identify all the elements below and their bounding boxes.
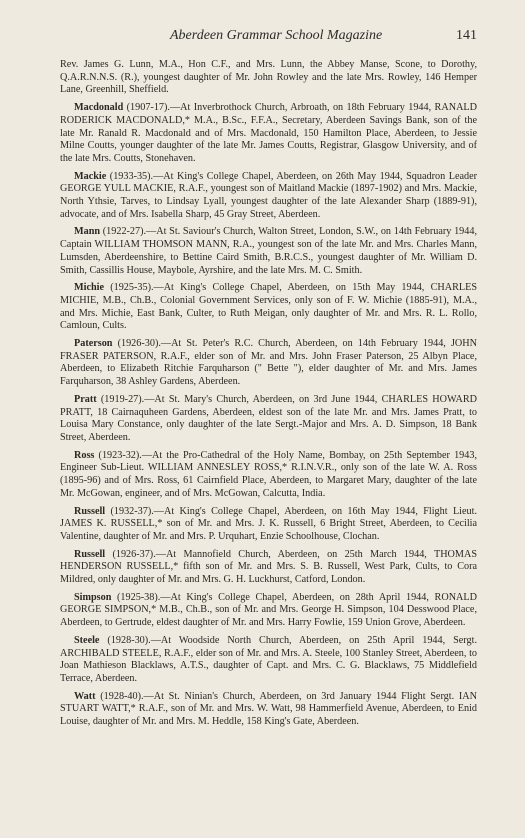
entry-surname: Ross bbox=[74, 449, 95, 461]
entry-text: (1922-27).—At St. Saviour's Church, Walton Street, London, S.W., on 14th February 1944, Captain WILLIAM THOMSON MANN, R.A., youngest son of the late Mr. and Mrs. Charles Mann, Lumsden, Aberdeenshire, to Bettine Caird Smith, B.R.C.S., youngest daughter of Mr. William D. Smith, Cassillis House, Maybole, Ayrshire, and the late Mrs. M. C. Smith. bbox=[60, 226, 477, 276]
entry-text: (1928-40).—At St. Ninian's Church, Aberdeen, on 3rd January 1944 Flight Sergt. IAN STUART WATT,* R.A.F., son of Mr. and Mrs. W. Watt, 98 Hammerfield Avenue, Aberdeen, to Enid Louise, daughter of Mr. and Mrs. M. Heddle, 158 King's Gate, Aberdeen. bbox=[60, 690, 477, 728]
entry-text: (1919-27).—At St. Mary's Church, Aberdeen, on 3rd June 1944, CHARLES HOWARD PRATT, 18 Cairnaquheen Gardens, Aberdeen, eldest son of the late Mr. and Mrs. James Pratt, to Louisa Mary Constance, only daughter of the late Sergt.-Major and Mrs. A. D. Simpson, 18 Bank Street, Aberdeen. bbox=[60, 393, 477, 443]
entry-text: (1923-32).—At the Pro-Cathedral of the Holy Name, Bombay, on 25th September 1943, Engineer Sub-Lieut. WILLIAM ANNESLEY ROSS,* R.I.N.V.R., only son of the late W. A. Ross (1895-96) and of Mrs. Ross, 61 Cairnfield Place, Aberdeen, to Margaret Mary, daughter of the late Mr. McGowan, engineer, and of Mrs. McGowan, Calcutta, India. bbox=[60, 449, 477, 499]
notice-entry bbox=[60, 226, 477, 277]
marriage-notices bbox=[60, 59, 477, 729]
entry-text: (1933-35).—At King's College Chapel, Aberdeen, on 26th May 1944, Squadron Leader GEORGE YULL MACKIE, R.A.F., youngest son of Maitland Mackie (1897-1902) and Mrs. Mackie, North Ythsie, Tarves, to Lindsay Lyall, youngest daughter of the late Alexander Sharp (1889-91), advocate, and of Mrs. Isabella Sharp, 45 Gray Street, Aberdeen. bbox=[60, 170, 477, 220]
entry-text: Rev. James G. Lunn, M.A., Hon C.F., and Mrs. Lunn, the Abbey Manse, Scone, to Dorothy, Q.A.R.N.N.S. (R.), youngest daughter of Mr. John Rowley and the late Mrs. Rowley, 146 Hemper Lane, Greenhill, Sheffield. bbox=[60, 59, 477, 96]
entry-text: (1925-38).—At King's College Chapel, Aberdeen, on 28th April 1944, RONALD GEORGE SIMPSON,* M.B., Ch.B., son of Mr. and Mrs. George H. Simpson, 104 Desswood Place, Aberdeen, to Gertrude, eldest daughter of Mr. and Mrs. Harry Fowlie, 159 Union Grove, Aberdeen. bbox=[60, 591, 477, 629]
entry-text: (1932-37).—At King's College Chapel, Aberdeen, on 16th May 1944, Flight Lieut. JAMES K. RUSSELL,* son of Mr. and Mrs. J. K. Russell, 6 Bright Street, Aberdeen, to Cecilia Valentine, daughter of Mr. and Mrs. P. Urquhart, Enzie Schoolhouse, Clochan. bbox=[60, 505, 477, 542]
notice-entry bbox=[60, 506, 477, 544]
notice-entry bbox=[60, 691, 477, 729]
entry-surname: Mackie bbox=[74, 170, 107, 182]
notice-entry bbox=[60, 635, 477, 686]
entry-text: (1926-37).—At Mannofield Church, Aberdeen, on 25th March 1944, THOMAS HENDERSON RUSSELL,* fifth son of Mr. and Mrs. S. B. Russell, West Park, Cults, to Cora Mildred, only daughter of Mr. and Mrs. G. H. Luckhurst, Catford, London. bbox=[60, 548, 477, 586]
entry-text: (1907-17).—At Inverbrothock Church, Arbroath, on 18th February 1944, RANALD RODERICK MACDONALD,* M.A., B.Sc., F.F.A., Secretary, Aberdeen Savings Bank, son of the late Mr. Ranald R. Macdonald and of Mrs. Macdonald, 150 Hamilton Place, Aberdeen, to Jessie Milne Coutts, younger daughter of the late Mr. James Coutts, Registrar, Glasgow University, and of the late Mrs. Coutts, Stonehaven. bbox=[60, 102, 477, 164]
entry-surname: Russell bbox=[74, 505, 106, 517]
notice-entry bbox=[60, 592, 477, 630]
notice-entry bbox=[60, 171, 477, 222]
page-header bbox=[60, 28, 477, 50]
notice-entry bbox=[60, 282, 477, 333]
notice-entry bbox=[60, 102, 477, 166]
entry-text: (1926-30).—At St. Peter's R.C. Church, Aberdeen, on 14th February 1944, JOHN FRASER PATERSON, R.A.F., elder son of Mr. and Mrs. John Fraser Paterson, 25 Albyn Place, Aberdeen, to Elizabeth Ritchie Farquharson (" Bette "), elder daughter of Mr. and Mrs. James Farquharson, 38 Ashley Gardens, Aberdeen. bbox=[60, 338, 477, 388]
entry-surname: Pratt bbox=[74, 393, 97, 405]
notice-entry bbox=[60, 549, 477, 587]
notice-entry bbox=[60, 450, 477, 501]
entry-surname: Steele bbox=[74, 634, 100, 646]
notice-entry bbox=[60, 338, 477, 389]
entry-surname: Paterson bbox=[74, 338, 113, 350]
entry-surname: Simpson bbox=[74, 591, 112, 603]
entry-surname: Michie bbox=[74, 282, 104, 294]
notice-entry bbox=[60, 59, 477, 97]
entry-surname: Watt bbox=[74, 690, 96, 702]
page-number: 141 bbox=[456, 28, 477, 43]
running-title: Aberdeen Grammar School Magazine bbox=[170, 28, 383, 43]
entry-surname: Macdonald bbox=[74, 102, 124, 114]
entry-text: (1928-30).—At Woodside North Church, Aberdeen, on 25th April 1944, Sergt. ARCHIBALD STEELE, R.A.F., elder son of Mr. and Mrs. A. Steele, 100 Stanley Street, Aberdeen, to Joan Mathieson Blacklaws, A.T.S., daughter of Capt. and Mrs. C. G. Blacklaws, 75 Middlefield Terrace, Aberdeen. bbox=[60, 634, 477, 684]
entry-surname: Russell bbox=[74, 548, 106, 560]
notice-entry bbox=[60, 394, 477, 445]
entry-surname: Mann bbox=[74, 226, 101, 238]
entry-text: (1925-35).—At King's College Chapel, Aberdeen, on 15th May 1944, CHARLES MICHIE, M.B., Ch.B., Colonial Government Services, only son of F. W. Michie (1885-91), M.A., and Mrs. Michie, East Bank, Culter, to Ruth Meigan, only daughter of Mr. and Mrs. R. L. Rollo, Camloun, Cults. bbox=[60, 282, 477, 332]
